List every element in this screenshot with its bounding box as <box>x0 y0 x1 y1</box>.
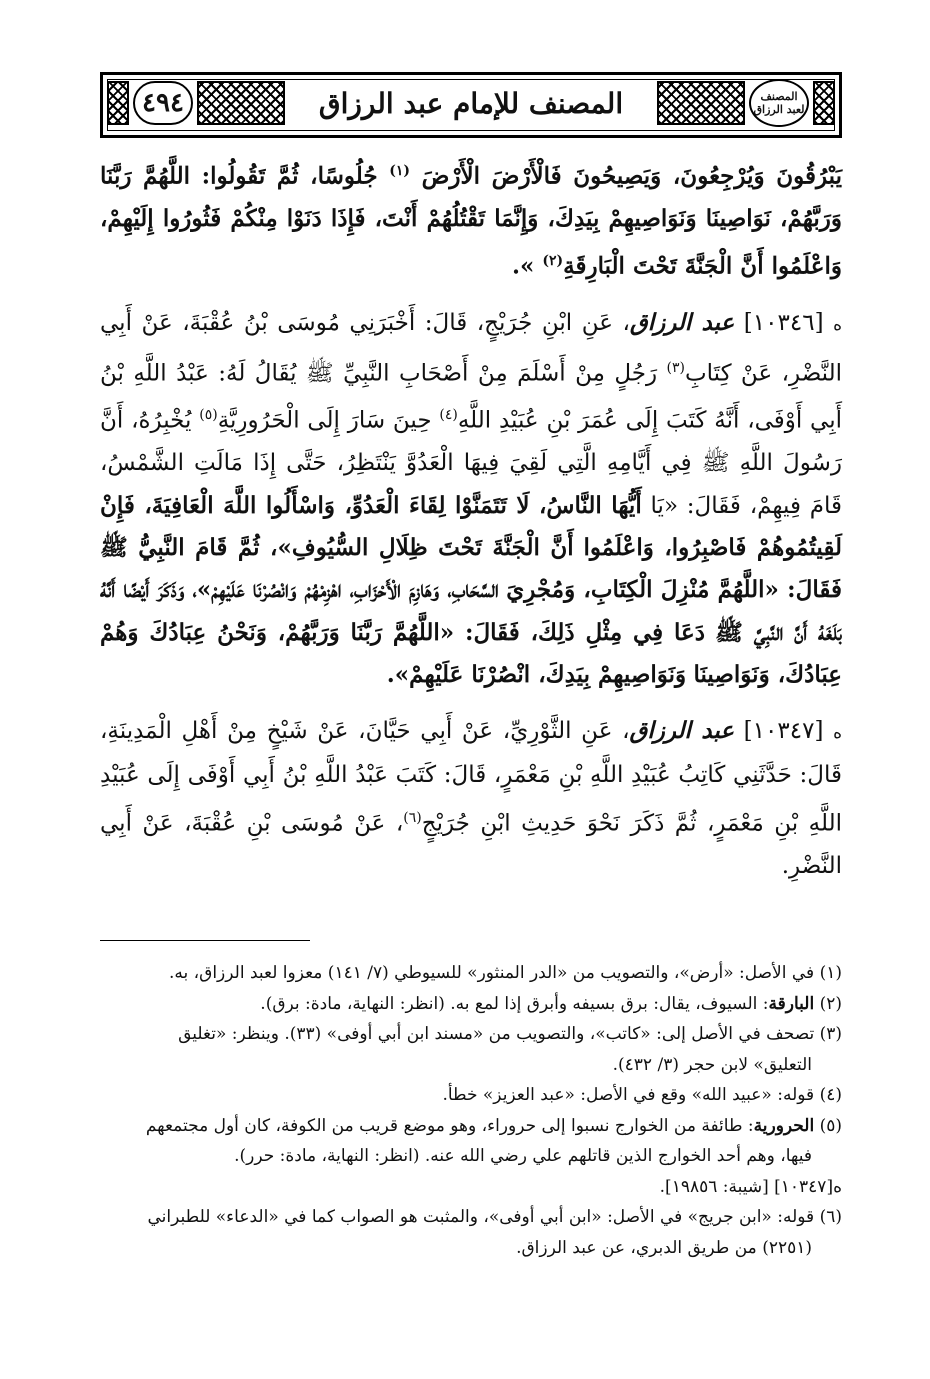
text-line: يُخْبِرُهُ، أَنَّ رَسُولَ اللَّهِ ﷺ <box>100 408 843 477</box>
text-line: رَجُلٍ مِنْ أَسْلَمَ مِنْ أَصْحَابِ النَّبِيِّ ﷺ يُقَالُ لَهُ: عَبْدُ اللَّهِ بْنُ أَبِي أَوْفَى، <box>100 360 843 435</box>
footnote-ref[interactable]: (٦) <box>403 809 422 826</box>
text-line: وَاعْلَمُوا أَنَّ الْجَنَّةَ تَحْتَ الْبَارِقَةِ <box>563 252 842 280</box>
footnote-ref[interactable]: (٣) <box>666 359 685 376</box>
footnote-1: (١) في الأصل: «أرض»، والتصويب من «الدر المنثور» للسيوطي (٧/ ١٤١) معزوا لعبد الرزاق، به. <box>169 963 842 983</box>
narrator-name: عبد الرزاق <box>629 717 735 745</box>
footnote-term: الحرورية <box>753 1115 815 1136</box>
text-line: يَبْرُقُونَ وَيُرْجِعُونَ، وَيَصِيحُونَ فَالْأَرْضَ الْأَرْضَ <box>421 162 842 190</box>
text-line: دَعَا فِي مِثْلِ ذَلِكَ، فَقَالَ: «اللَّهُمَّ رَبَّنَا وَرَبَّهُمْ، وَنَحْنُ عِبَادُكَ وَهُمْ عِبَادُكَ، وَنَوَاصِينَا <box>100 618 842 688</box>
footnote-term: البارقة <box>768 993 815 1014</box>
footnote-ref[interactable]: (٥) <box>199 407 218 424</box>
hadith-10346 <box>100 302 842 696</box>
ornament-left-edge <box>107 81 129 125</box>
hadith-number: [١٠٣٤٧] <box>743 718 824 745</box>
hadith-marker: ه <box>833 1176 842 1197</box>
text-line: جُلُوسًا، ثُمَّ تَقُولُوا: اللَّهُمَّ رَبَّنَا <box>100 162 378 190</box>
text-line: ، عَنِ ابْنِ جُرَيْجٍ، قَالَ: أَخْبَرَنِي مُوسَى بْنُ عُقْبَةَ، عَنْ أَبِي النَّضْرِ، <box>100 310 842 387</box>
source-reference <box>100 1172 842 1203</box>
text-line: ، عَنِ الثَّوْرِيِّ، عَنْ أَبِي حَيَّانَ، عَنْ شَيْخٍ مِنْ أَهْلِ الْمَدِينَةِ، قَالَ: <box>100 718 843 789</box>
page-header <box>100 72 842 138</box>
hadith-marker: ه <box>833 723 842 744</box>
footnote-ref[interactable]: (٤) <box>439 407 458 424</box>
publisher-logo <box>749 79 809 127</box>
footnote-text: : طائفة من الخوارج نسبوا إلى حروراء، وهو موضع قريب من الكوفة، كان أول مجتمعهم <box>145 1115 754 1136</box>
footnote-5-cont: فيها، وهم أحد الخوارج الذين قاتلهم علي رضي الله عنه. (انظر: النهاية، مادة: حرر). <box>234 1146 812 1166</box>
footnote-ref[interactable]: (٢) <box>542 253 564 270</box>
footnote-number: (٥) <box>819 1115 842 1136</box>
text-line: أَنَّهُ كَتَبَ إِلَى عُمَرَ بْنِ عُبَيْدِ اللَّهِ <box>457 408 740 435</box>
hadith-number: [١٠٣٤٦] <box>743 310 824 337</box>
footnote-number: (٢) <box>819 993 842 1014</box>
text-line: وَرَبَّهُمْ، نَوَاصِينَا وَنَوَاصِيهِمْ بِيَدِكَ، وَإِنَّمَا تَقْتُلُهُمْ أَنْتَ، فَإِذَا دَنَوْا مِنْكُمْ فَثُورُوا إِلَيْهِمْ، <box>100 204 842 232</box>
logo-line-2: لعبد الرزاق <box>753 103 805 116</box>
text-line: حِينَ سَارَ إِلَى الْحَرُورِيَّةِ <box>217 408 432 435</box>
text-line: ، عَنْ مُوسَى بْنِ عُقْبَةَ، عَنْ أَبِي النَّضْرِ. <box>100 810 842 879</box>
text-line: أَيُّهَا النَّاسُ، لَا تَتَمَنَّوْا لِقَاءَ الْعَدُوِّ، وَاسْأَلُوا اللَّهَ الْعَافِيَةَ، فَإِنْ لَقِيتُمُوهُمْ فَاصْبِرُوا، وَاعْلَمُوا <box>100 491 843 561</box>
text-line: وَنَوَاصِيهِمْ بِيَدِكَ، انْصُرْنَا عَلَيْهِمْ». <box>386 660 687 688</box>
text-line: ». <box>511 252 535 280</box>
ornament-right <box>657 81 745 125</box>
ornament-left <box>197 81 285 125</box>
footnote-text: (٣) تصحف في الأصل إلى: «كاتب»، والتصويب من «مسند ابن أبي أوفى» (٣٣). وينظر: «تغليق <box>178 1024 842 1044</box>
text-line: حَدَّثَنِي كَاتِبُ عُبَيْدِ اللَّهِ بْنِ مَعْمَرٍ، قَالَ: كَتَبَ عَبْدُ اللَّهِ بْنُ أَبِي أَوْفَى إِلَى عُبَيْدِ اللَّهِ بْنِ <box>100 762 842 837</box>
hadith-10347 <box>100 710 842 887</box>
page-number: ٤٩٤ <box>133 81 193 125</box>
ornament-right-edge <box>813 81 835 125</box>
footnote-6: (٦) قوله: «ابن جريج» في الأصل: «ابن أبي أوفى»، والمثبت هو الصواب كما في «الدعاء» للطبراني <box>147 1207 842 1227</box>
footnote-4: (٤) قوله: «عبيد الله» وقع في الأصل: «عبد العزيز» خطأ. <box>442 1085 842 1105</box>
hadith-marker: ه <box>833 315 842 336</box>
logo-line-1: المصنف <box>760 90 798 103</box>
footnote-divider <box>100 940 310 941</box>
text-line: أَنَّ الْجَنَّةَ تَحْتَ ظِلَالِ السُّيُوفِ»، ثُمَّ قَامَ النَّبِيُّ ﷺ فَقَالَ: «اللَّهُمَّ مُنْزِلَ الْكِتَابِ، وَمُجْرِيَ <box>100 534 842 604</box>
narrator-name: عبد الرزاق <box>629 309 735 337</box>
paragraph-continuation <box>100 150 842 288</box>
reference-text: [١٠٣٤٧] [شيبة: ١٩٨٥٦]. <box>659 1176 834 1197</box>
text-line: مَعْمَرٍ، ثُمَّ ذَكَرَ نَحْوَ حَدِيثِ ابْنِ جُرَيْجٍ <box>421 810 764 837</box>
main-text <box>100 150 842 887</box>
footnote-ref[interactable]: (١) <box>389 163 410 179</box>
footnote-3-cont: التعليق» لابن حجر (٣/ ٤٣٢). <box>612 1054 812 1075</box>
text-line: عَنْ كِتَابِ <box>684 360 773 387</box>
footnote-5 <box>100 1111 842 1142</box>
text-line: فِي أَيَّامِهِ الَّتِي لَقِيَ فِيهَا الْعَدُوَّ يَنْتَظِرُ، حَتَّى إِذَا مَالَتِ الشَّمْسُ، قَامَ فِيهِمْ، فَقَالَ: «يَا <box>100 450 843 519</box>
footnote-3 <box>100 1019 842 1050</box>
footnote-6-cont: (٢٢٥١) من طريق الدبري، عن عبد الرزاق. <box>516 1237 812 1258</box>
footnote-2 <box>100 989 842 1020</box>
footnotes <box>100 958 842 1263</box>
text-line: السَّحَابِ، وَهَازِمَ الْأَحْزَابِ، اهْزِمْهُمْ وَانْصُرْنَا عَلَيْهِمْ»، وَذَكَرَ أَيْضًا أَنَّهُ بَلَغَهُ أَنَّ النَّبِيَّ ﷺ <box>100 576 843 646</box>
book-title: المصنف للإمام عبد الرزاق <box>318 86 624 120</box>
footnote-text: : السيوف، يقال: برق بسيفه وأبرق إذا لمع به. (انظر: النهاية، مادة: برق). <box>260 993 769 1014</box>
